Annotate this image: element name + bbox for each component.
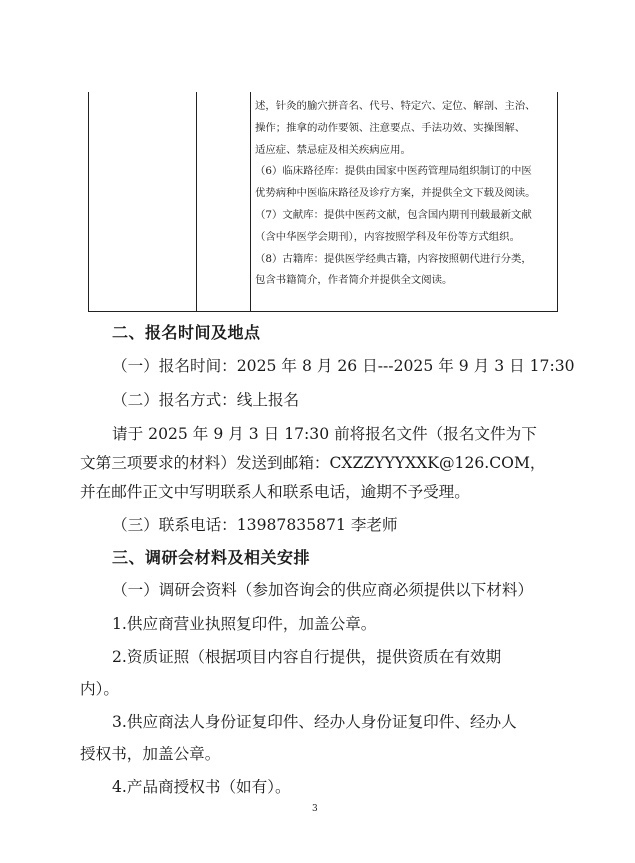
table-description-cell xyxy=(255,96,555,292)
registration-paragraph-line: 请于 2025 年 9 月 3 日 17:30 前将报名文件（报名文件为下 xyxy=(112,425,537,443)
section-2-heading: 二、报名时间及地点 xyxy=(112,323,261,342)
table-column-2 xyxy=(197,92,251,311)
material-item-1: 1.供应商营业执照复印件，加盖公章。 xyxy=(112,615,377,633)
registration-paragraph-line: 文第三项要求的材料）发送到邮箱：CXZZYYYXXK@126.COM， xyxy=(80,454,546,472)
material-item-2-continued: 内）。 xyxy=(80,680,119,698)
page-number: 3 xyxy=(312,804,318,814)
table-line: 优势病种中医临床路径及诊疗方案，并提供全文下载及阅读。 xyxy=(255,187,536,200)
registration-time: （一）报名时间：2025 年 8 月 26 日---2025 年 9 月 3 日 17:30 xyxy=(112,357,575,375)
table-line: （8）古籍库：提供医学经典古籍，内容按照朝代进行分类， xyxy=(255,252,532,265)
table-line: 述，针灸的腧穴拼音名、代号、特定穴、定位、解剖、主治、 xyxy=(255,100,536,112)
contact-phone: （三）联系电话：13987835871 李老师 xyxy=(112,516,398,534)
table-line: 适应症、禁忌症及相关疾病应用。 xyxy=(255,143,411,156)
table-line: （6）临床路径库：提供由国家中医药管理局组织制订的中医 xyxy=(255,165,532,178)
table-line: 包含书籍简介，作者简介并提供全文阅读。 xyxy=(255,274,453,287)
registration-method: （二）报名方式：线上报名 xyxy=(112,391,300,409)
registration-paragraph-line: 并在邮件正文中写明联系人和联系电话，逾期不予受理。 xyxy=(80,483,470,501)
material-item-2: 2.资质证照（根据项目内容自行提供，提供资质在有效期 xyxy=(112,648,502,666)
section-3-heading: 三、调研会材料及相关安排 xyxy=(112,548,311,567)
material-item-3: 3.供应商法人身份证复印件、经办人身份证复印件、经办人 xyxy=(112,713,517,731)
table-line: 操作；推拿的动作要领、注意要点、手法功效、实操图解、 xyxy=(255,121,526,134)
material-item-3-continued: 授权书，加盖公章。 xyxy=(80,745,221,763)
material-item-4: 4.产品商授权书（如有）。 xyxy=(112,778,291,796)
content-table xyxy=(88,92,558,312)
table-line: （含中华医学会期刊），内容按照学科及年份等方式组织。 xyxy=(255,230,520,243)
table-column-1 xyxy=(89,92,197,311)
materials-subheading: （一）调研会资料（参加咨询会的供应商必须提供以下材料） xyxy=(112,581,534,599)
table-line: （7）文献库：提供中医药文献，包含国内期刊刊载最新文献 xyxy=(255,208,532,221)
